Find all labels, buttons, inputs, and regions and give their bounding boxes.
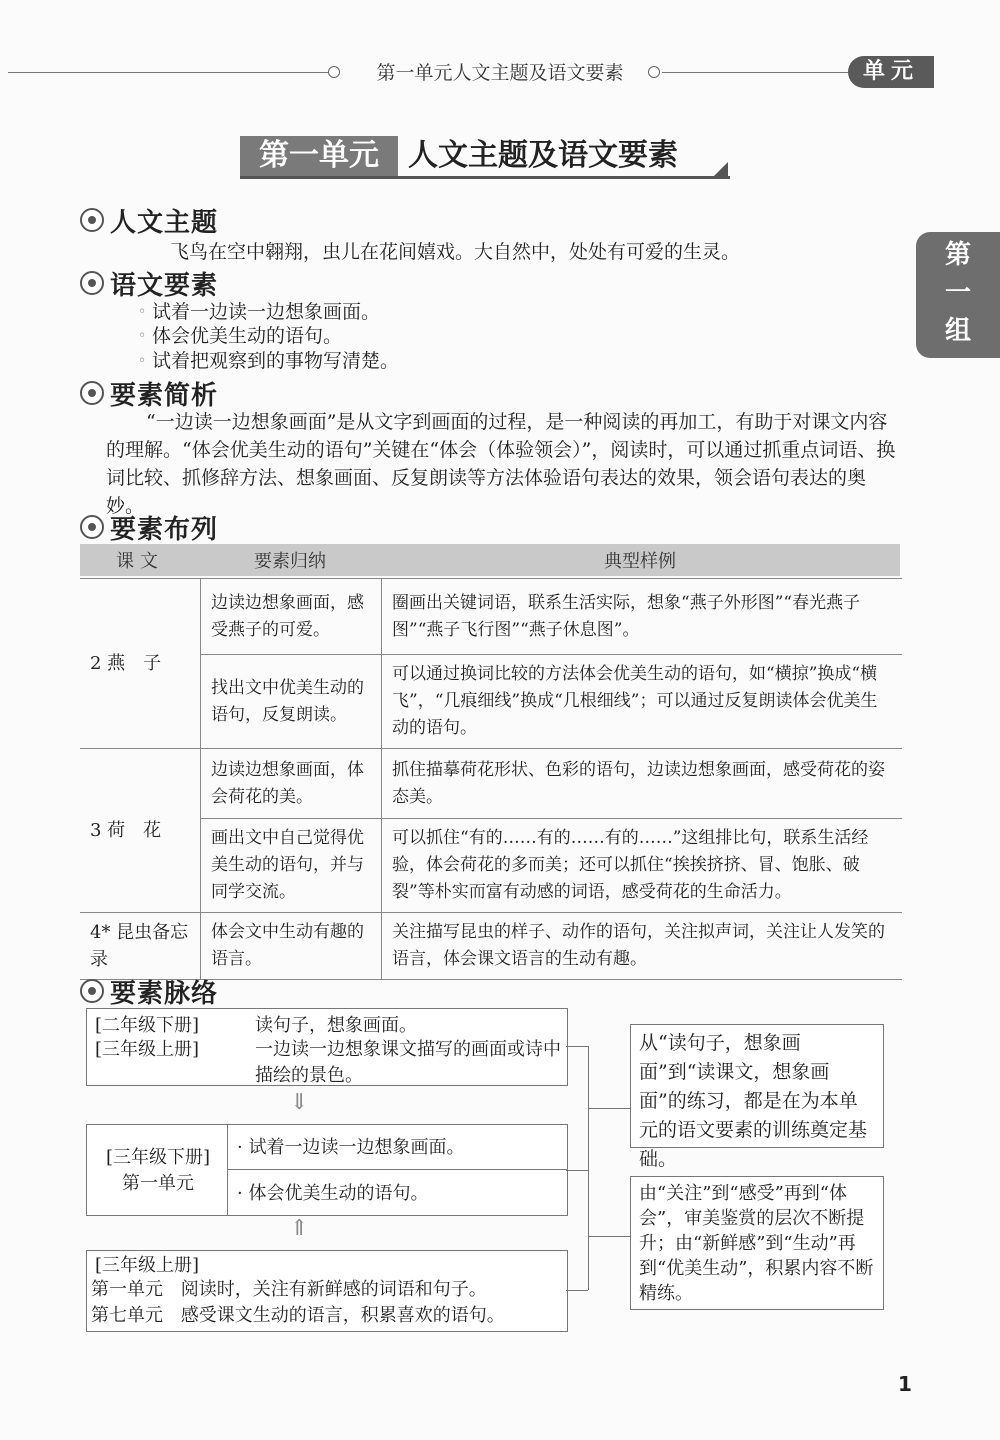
lesson-cell: 2 燕 子 [80, 579, 201, 749]
context-box-2 [86, 1124, 568, 1216]
bracket-line [566, 1290, 588, 1291]
column-header: 要素归纳 [254, 551, 326, 572]
section-title: 人文主题 [110, 207, 219, 238]
table-row [80, 819, 902, 913]
section-title: 语文要素 [110, 270, 219, 301]
side-tab-char: 一 [944, 278, 971, 308]
section-heading-context [80, 976, 219, 1009]
header-rule-right [662, 72, 848, 73]
bracket-line [588, 1236, 630, 1237]
context-row [91, 1277, 561, 1303]
example-cell: 可以抓住“有的……有的……有的……”这组排比句，联系生活经验，体会荷花的多而美；还可以抓住“挨挨挤挤、冒、饱胀、破裂”等朴实而富有动感的词语，感受荷花的生命活力。 [382, 819, 903, 913]
grade-label: [三年级下册] [105, 1147, 211, 1168]
arrow-up-icon: ⇑ [290, 1216, 309, 1241]
grade-label: 第一单元 [122, 1173, 194, 1194]
table-row [80, 749, 902, 819]
grade-label: [二年级下册] [95, 1015, 200, 1036]
context-box-3 [86, 1250, 568, 1332]
context-line: 读句子，想象画面。 [255, 1015, 417, 1036]
location-pin-icon [80, 208, 104, 232]
grade-label: [三年级上册] [95, 1255, 200, 1276]
grade-label: [三年级上册] [95, 1039, 200, 1060]
note-box-2: 由“关注”到“感受”再到“体会”，审美鉴赏的层次不断提升；由“新鲜感”到“生动”再到“优美生动”，积累内容不断精练。 [630, 1176, 884, 1310]
title-highlight: 第一单元 [240, 136, 398, 176]
summary-cell: 边读边想象画面，体会荷花的美。 [201, 749, 382, 819]
section-title: 要素脉络 [110, 978, 219, 1009]
unit-badge: 单元 [848, 56, 934, 88]
table-row [80, 655, 902, 749]
example-cell: 关注描写昆虫的样子、动作的语句，关注拟声词，关注让人发笑的语言，体会课文语言的生动有趣。 [382, 913, 903, 980]
context-item-text: 试着一边读一边想象画面。 [248, 1137, 465, 1158]
unit-text: 阅读时，关注有新鲜感的词语和句子。 [180, 1279, 487, 1300]
side-tab-char: 组 [944, 316, 971, 346]
lesson-cell: 3 荷 花 [80, 749, 201, 913]
title-underline [240, 176, 730, 179]
section-title: 要素布列 [110, 514, 219, 545]
element-table [80, 578, 902, 980]
header-dot-left [328, 66, 340, 78]
title-triangle-icon [712, 162, 728, 178]
unit-label: 第七单元 [91, 1305, 163, 1326]
context-line: 一边读一边想象课文描写的画面或诗中描绘的景色。 [255, 1039, 561, 1086]
table-header [80, 544, 900, 576]
bracket-line [588, 1108, 630, 1109]
context-item-text: 体会优美生动的语句。 [248, 1183, 429, 1204]
location-pin-icon [80, 979, 104, 1003]
element-item: ◦ 体会优美生动的语句。 [152, 322, 342, 350]
unit-text: 感受课文生动的语言，积累喜欢的语句。 [180, 1305, 505, 1326]
header-rule-left [8, 72, 328, 73]
column-header: 课文 [116, 551, 164, 572]
context-item: · 试着一边读一边想象画面。 [237, 1137, 465, 1158]
context-row [91, 1303, 561, 1329]
element-item: ◦ 试着把观察到的事物写清楚。 [152, 347, 399, 375]
side-tab-char: 第 [944, 240, 971, 270]
column-header: 典型样例 [604, 551, 676, 572]
table-row [80, 579, 902, 655]
lesson-cell: 4* 昆虫备忘录 [80, 913, 201, 980]
note-box-1: 从“读句子，想象画面”到“读课文，想象画面”的练习，都是在为本单元的语文要素的训练奠定基础。 [630, 1024, 884, 1148]
summary-cell: 体会文中生动有趣的语言。 [201, 913, 382, 980]
location-pin-icon [80, 381, 104, 405]
bracket-line [566, 1170, 588, 1171]
section-heading-elements [80, 268, 219, 301]
table-row [80, 913, 902, 980]
page-title: 人文主题及语文要素 [408, 138, 678, 173]
section-heading-theme [80, 205, 219, 238]
arrow-down-icon: ⇓ [290, 1090, 309, 1115]
section-heading-layout [80, 512, 219, 545]
summary-cell: 边读边想象画面，感受燕子的可爱。 [201, 579, 382, 655]
header-dot-right [648, 66, 660, 78]
unit-label: 第一单元 [91, 1279, 163, 1300]
location-pin-icon [80, 271, 104, 295]
box-divider [227, 1169, 567, 1170]
example-cell: 圈画出关键词语，联系生活实际，想象“燕子外形图”“春光燕子图”“燕子飞行图”“燕子休息图”。 [382, 579, 903, 655]
example-cell: 可以通过换词比较的方法体会优美生动的语句，如“横掠”换成“横飞”，“几痕细线”换成“几根细线”；可以通过反复朗读体会优美生动的语句。 [382, 655, 903, 749]
analysis-text: “一边读一边想象画面”是从文字到画面的过程，是一种阅读的再加工，有助于对课文内容的理解。“体会优美生动的语句”关键在“体会（体验领会）”，阅读时，可以通过抓重点词语、换词比较、抓修辞方法、想象画面、反复朗读等方法体验语句表达的效果，领会语句表达的奥妙。 [106, 411, 896, 517]
box-divider [227, 1125, 228, 1215]
theme-text: 飞鸟在空中翱翔，虫儿在花间嬉戏。大自然中，处处有可爱的生灵。 [170, 241, 741, 263]
side-tab [916, 232, 1000, 358]
location-pin-icon [80, 515, 104, 539]
section-title: 要素简析 [110, 380, 219, 411]
element-item: ◦ 试着一边读一边想象画面。 [152, 298, 380, 326]
running-header-title: 第一单元人文主题及语文要素 [376, 62, 624, 84]
summary-cell: 画出文中自己觉得优美生动的语句，并与同学交流。 [201, 819, 382, 913]
page-number: 1 [898, 1372, 912, 1396]
section-heading-analysis [80, 378, 219, 411]
summary-cell: 找出文中优美生动的语句，反复朗读。 [201, 655, 382, 749]
context-item: · 体会优美生动的语句。 [237, 1183, 429, 1204]
example-cell: 抓住描摹荷花形状、色彩的语句，边读边想象画面，感受荷花的姿态美。 [382, 749, 903, 819]
context-box-1 [86, 1008, 568, 1086]
bracket-line [588, 1170, 589, 1290]
bracket-line [566, 1046, 588, 1047]
